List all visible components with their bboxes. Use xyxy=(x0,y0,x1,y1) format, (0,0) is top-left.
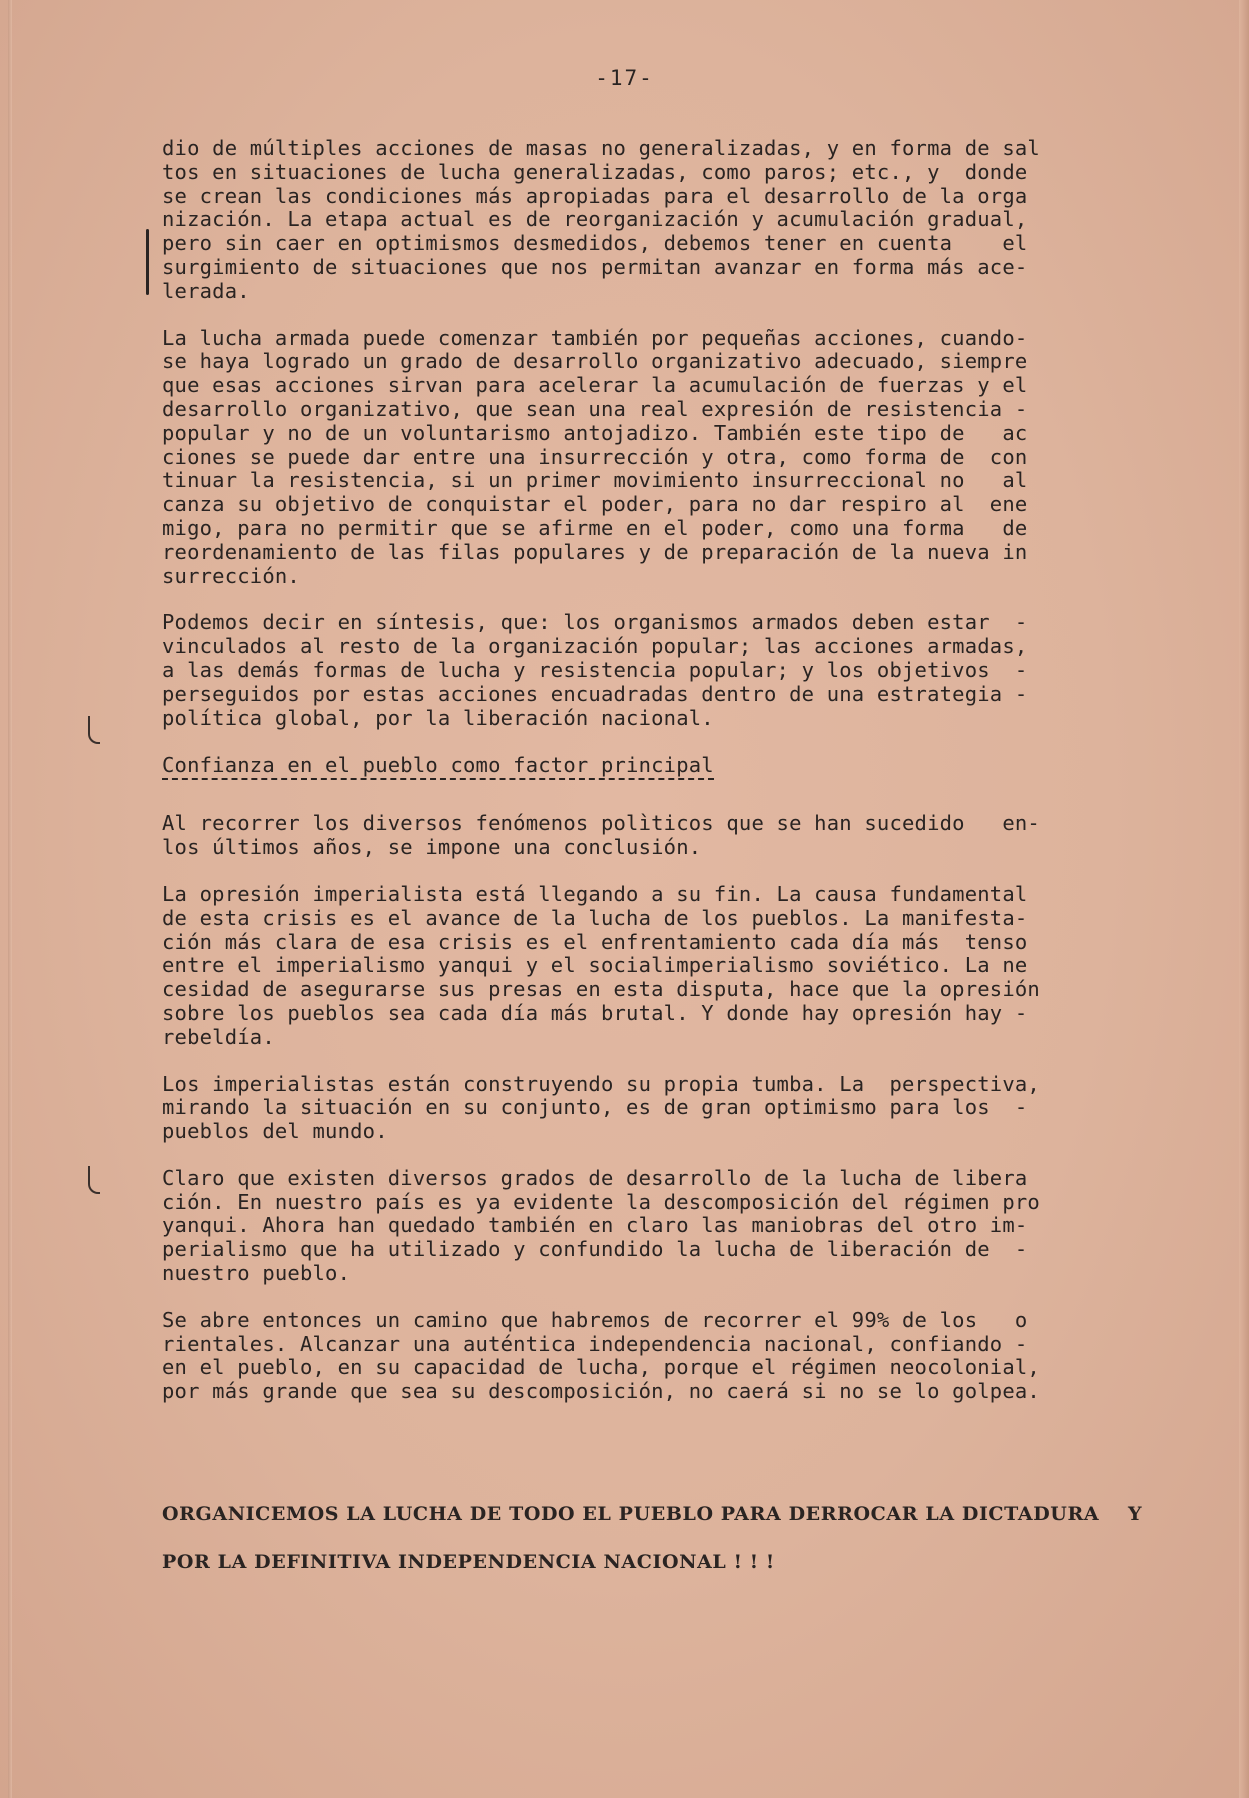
text-line: mirando la situación en su conjunto, es de gran optimismo para los - xyxy=(162,1095,1028,1120)
text-line: popular y no de un voluntarismo antojadizo. También este tipo de ac xyxy=(162,420,1028,445)
margin-bracket-mark xyxy=(88,716,100,744)
text-line: perialismo que ha utilizado y confundido la lucha de liberación de - xyxy=(162,1237,1028,1262)
top-paragraphs xyxy=(162,137,1182,730)
text-line: se crean las condiciones más apropiadas para el desarrollo de la orga xyxy=(162,183,1028,208)
paragraph xyxy=(162,1309,1182,1404)
paragraph xyxy=(162,883,1182,1050)
text-line: ción más clara de esa crisis es el enfrentamiento cada día más tenso xyxy=(162,929,1028,954)
section-heading: Confianza en el pueblo como factor principal xyxy=(162,753,714,780)
text-line: tinuar la resistencia, si un primer movimiento insurreccional no al xyxy=(162,468,1028,493)
text-line: Los imperialistas están construyendo su propia tumba. La perspectiva, xyxy=(162,1071,1040,1096)
margin-line-mark xyxy=(146,229,149,295)
paper-edge-right xyxy=(1239,0,1249,1798)
paragraph xyxy=(162,137,1182,304)
text-line: dio de múltiples acciones de masas no generalizadas, y en forma de sal xyxy=(162,136,1040,160)
text-line: pero sin caer en optimismos desmedidos, debemos tener en cuenta el xyxy=(162,231,1028,256)
text-line: por más grande que sea su descomposición, no caerá si no se lo golpea. xyxy=(162,1379,1040,1404)
paragraph xyxy=(162,812,1182,860)
text-line: Se abre entonces un camino que habremos de recorrer el 99% de los o xyxy=(162,1307,1028,1332)
text-line: en el pueblo, en su capacidad de lucha, porque el régimen neocolonial, xyxy=(162,1355,1040,1380)
document-body xyxy=(162,137,1182,1427)
text-line: surrección. xyxy=(162,563,300,588)
text-line: los últimos años, se impone una conclusión. xyxy=(162,835,702,860)
text-line: sobre los pueblos sea cada día más brutal. Y donde hay opresión hay - xyxy=(162,1000,1028,1025)
margin-bracket-mark xyxy=(88,1166,100,1194)
text-line: canza su objetivo de conquistar el poder, para no dar respiro al ene xyxy=(162,492,1028,517)
text-line: entre el imperialismo yanqui y el socialimperialismo soviético. La ne xyxy=(162,953,1028,978)
text-line: Podemos decir en síntesis, que: los organismos armados deben estar - xyxy=(162,610,1028,635)
paper-fold-left xyxy=(8,0,12,1798)
text-line: se haya logrado un grado de desarrollo organizativo adecuado, siempre xyxy=(162,349,1028,374)
bottom-paragraphs xyxy=(162,812,1182,1404)
text-line: Al recorrer los diversos fenómenos polìticos que se han sucedido en- xyxy=(162,811,1040,836)
text-line: surgimiento de situaciones que nos permitan avanzar en forma más ace- xyxy=(162,254,1028,279)
text-line: política global, por la liberación nacional. xyxy=(162,705,714,730)
text-line: nización. La etapa actual es de reorganización y acumulación gradual, xyxy=(162,207,1028,232)
text-line: tos en situaciones de lucha generalizadas, como paros; etc., y donde xyxy=(162,159,1028,184)
text-line: La lucha armada puede comenzar también por pequeñas acciones, cuando- xyxy=(162,325,1028,350)
text-line: vinculados al resto de la organización popular; las acciones armadas, xyxy=(162,634,1028,659)
text-line: a las demás formas de lucha y resistencia popular; y los objetivos - xyxy=(162,657,1028,682)
closing-slogan xyxy=(162,1490,1182,1586)
paragraph xyxy=(162,1167,1182,1286)
text-line: ciones se puede dar entre una insurrección y otra, como forma de con xyxy=(162,444,1028,469)
text-line: rebeldía. xyxy=(162,1024,275,1049)
text-line: cesidad de asegurarse sus presas en esta disputa, hace que la opresión xyxy=(162,977,1040,1002)
text-line: perseguidos por estas acciones encuadradas dentro de una estrategia - xyxy=(162,681,1028,706)
closing-line: ORGANICEMOS LA LUCHA DE TODO EL PUEBLO PARA DERROCAR LA DICTADURA Y xyxy=(162,1503,1143,1525)
text-line: nuestro pueblo. xyxy=(162,1261,351,1286)
text-line: La opresión imperialista está llegando a su fin. La causa fundamental xyxy=(162,881,1028,906)
page-number: -17- xyxy=(595,66,654,90)
text-line: rientales. Alcanzar una auténtica independencia nacional, confiando - xyxy=(162,1331,1028,1356)
text-line: que esas acciones sirvan para acelerar la acumulación de fuerzas y el xyxy=(162,373,1028,398)
text-line: lerada. xyxy=(162,278,250,303)
paragraph xyxy=(162,611,1182,730)
text-line: migo, para no permitir que se afirme en el poder, como una forma de xyxy=(162,515,1028,540)
text-line: yanqui. Ahora han quedado también en claro las maniobras del otro im- xyxy=(162,1213,1028,1238)
paragraph xyxy=(162,327,1182,589)
text-line: ción. En nuestro país es ya evidente la descomposición del régimen pro xyxy=(162,1189,1040,1214)
text-line: reordenamiento de las filas populares y de preparación de la nueva in xyxy=(162,539,1028,564)
text-line: de esta crisis es el avance de la lucha de los pueblos. La manifesta- xyxy=(162,905,1028,930)
closing-line: POR LA DEFINITIVA INDEPENDENCIA NACIONAL ! ! ! xyxy=(162,1551,775,1573)
paragraph xyxy=(162,1073,1182,1144)
text-line: Claro que existen diversos grados de desarrollo de la lucha de libera xyxy=(162,1165,1028,1190)
section-heading-block xyxy=(162,753,1182,780)
text-line: pueblos del mundo. xyxy=(162,1119,388,1144)
text-line: desarrollo organizativo, que sean una real expresión de resistencia - xyxy=(162,396,1028,421)
